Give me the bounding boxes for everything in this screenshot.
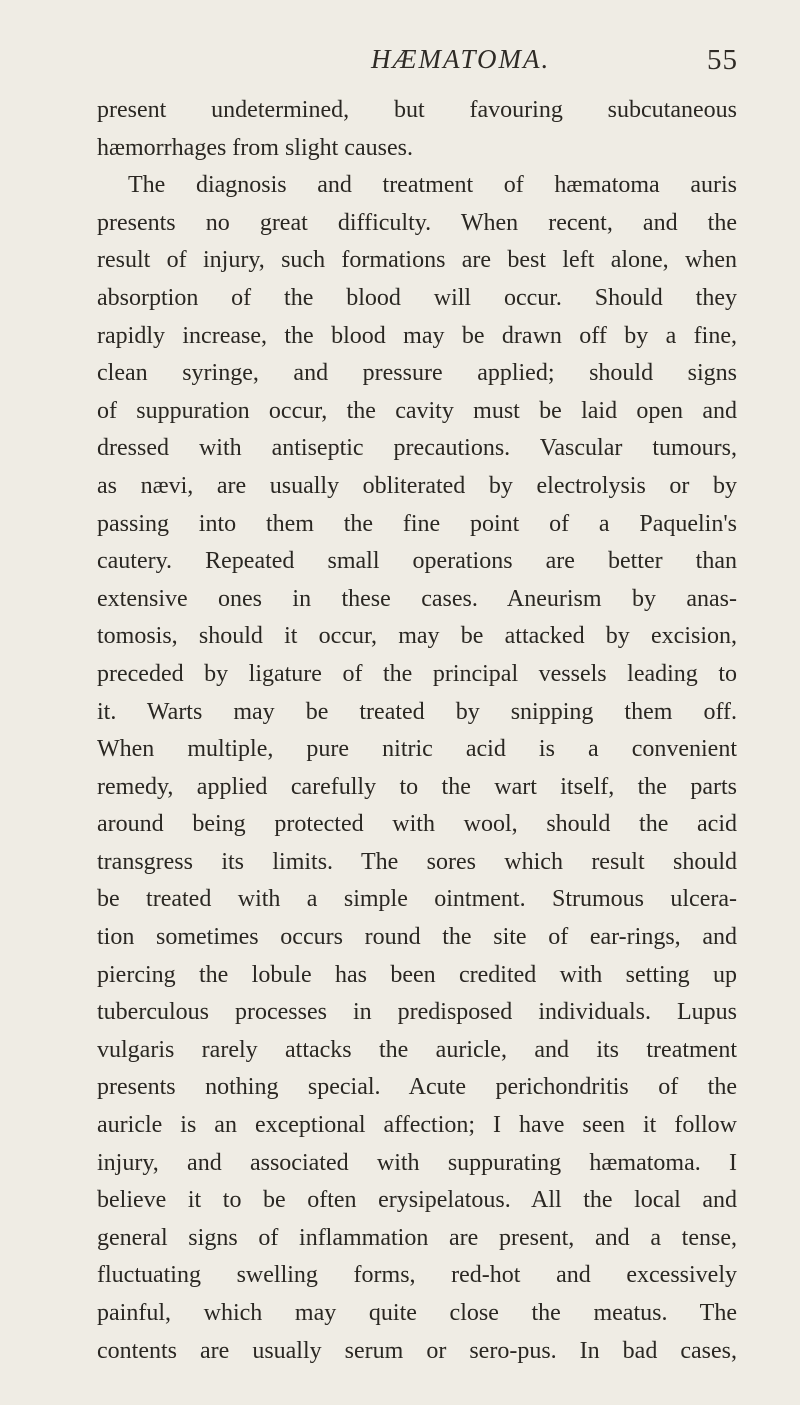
text-line: piercing the lobule has been credited with setting up <box>97 961 737 988</box>
text-line: as nævi, are usually obliterated by electrolysis or by <box>97 472 737 499</box>
running-head <box>100 44 740 84</box>
text-line: passing into them the fine point of a Paquelin's <box>97 510 737 537</box>
text-line: dressed with antiseptic precautions. Vascular tumours, <box>97 435 737 462</box>
text-line: remedy, applied carefully to the wart itself, the parts <box>97 773 737 800</box>
text-line: tomosis, should it occur, may be attacked by excision, <box>97 623 737 650</box>
text-line: tion sometimes occurs round the site of ear-rings, and <box>97 924 737 951</box>
text-line: believe it to be often erysipelatous. All the local and <box>97 1187 737 1214</box>
text-line: preceded by ligature of the principal vessels leading to <box>97 660 737 687</box>
text-line: presents no great difficulty. When recent, and the <box>97 209 737 236</box>
text-line: contents are usually serum or sero-pus. In bad cases, <box>97 1337 737 1364</box>
text-line: cautery. Repeated small operations are better than <box>97 548 737 575</box>
text-line: When multiple, pure nitric acid is a convenient <box>97 736 737 763</box>
text-line: extensive ones in these cases. Aneurism by anas- <box>97 585 737 612</box>
text-line: rapidly increase, the blood may be drawn off by a fine, <box>97 322 737 349</box>
text-line: absorption of the blood will occur. Should they <box>97 284 737 311</box>
text-line: auricle is an exceptional affection; I have seen it follow <box>97 1112 737 1139</box>
text-line: painful, which may quite close the meatus. The <box>97 1300 737 1326</box>
text-line: injury, and associated with suppurating hæmatoma. I <box>97 1149 737 1176</box>
text-line: present undetermined, but favouring subcutaneous <box>97 97 737 123</box>
text-line: hæmorrhages from slight causes. <box>97 134 413 161</box>
text-line: it. Warts may be treated by snipping them off. <box>97 698 737 725</box>
text-line: of suppuration occur, the cavity must be laid open and <box>97 397 737 424</box>
body-text <box>97 92 737 1370</box>
text-line: clean syringe, and pressure applied; should signs <box>97 360 737 387</box>
text-line: vulgaris rarely attacks the auricle, and its treatment <box>97 1036 737 1063</box>
text-line: general signs of inflammation are present, and a tense, <box>97 1224 737 1251</box>
running-head-title: HÆMATOMA. <box>371 44 551 74</box>
text-line: presents nothing special. Acute perichondritis of the <box>97 1074 737 1101</box>
text-line: The diagnosis and treatment of hæmatoma auris <box>128 172 737 199</box>
text-line: tuberculous processes in predisposed individuals. Lupus <box>97 999 737 1026</box>
text-line: result of injury, such formations are best left alone, when <box>97 247 737 274</box>
text-line: around being protected with wool, should the acid <box>97 811 737 838</box>
text-line: be treated with a simple ointment. Strumous ulcera- <box>97 886 737 913</box>
text-line: transgress its limits. The sores which result should <box>97 848 737 875</box>
text-line: fluctuating swelling forms, red-hot and excessively <box>97 1262 737 1289</box>
page-number: 55 <box>707 44 738 76</box>
